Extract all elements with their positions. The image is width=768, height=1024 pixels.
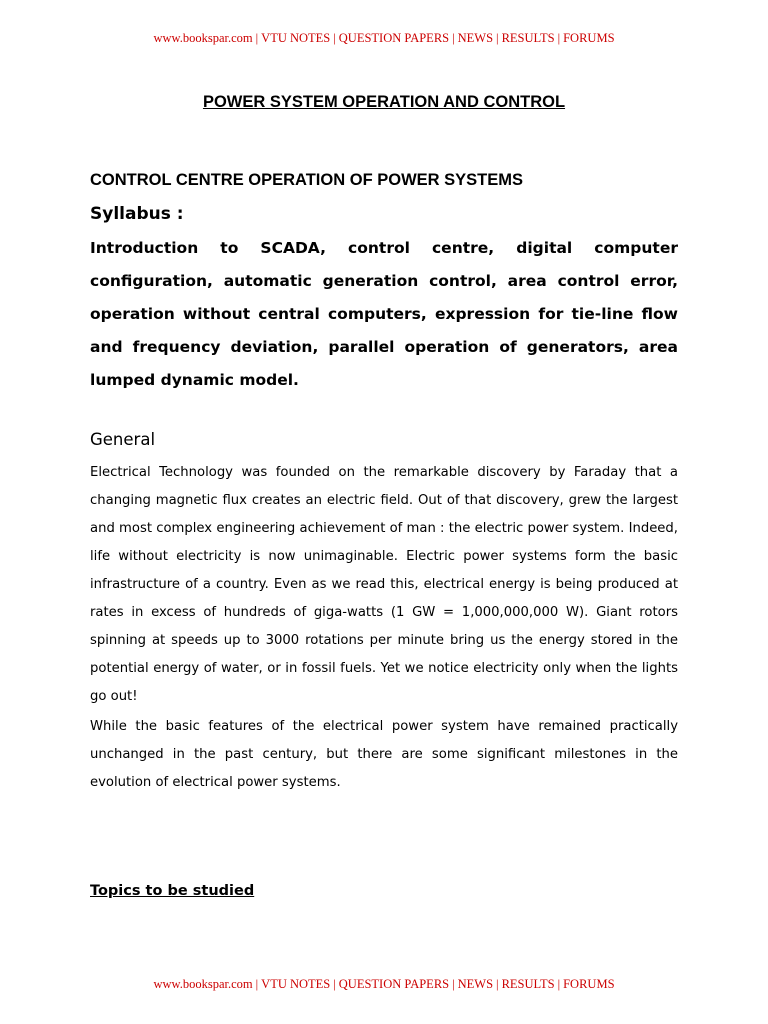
header-link-question-papers[interactable]: QUESTION PAPERS [338,31,450,45]
footer-link-bookspar[interactable]: www.bookspar.com [153,977,253,991]
separator: | [333,977,336,991]
separator: | [333,31,336,45]
topics-heading: Topics to be studied [90,883,255,899]
general-paragraph-2: While the basic features of the electrical power system have remained practically unchanged in the past century, but there are some significant milestones in the evolution of electrical power systems. [90,719,678,790]
separator: | [255,31,259,45]
syllabus-heading: Syllabus : [90,204,184,224]
general-heading: General [90,430,156,449]
footer-link-vtu-notes[interactable]: VTU NOTES [261,977,331,991]
chapter-title: CONTROL CENTRE OPERATION OF POWER SYSTEMS [90,171,523,189]
separator: | [452,977,455,991]
header-link-results[interactable]: RESULTS [501,31,555,45]
footer-link-question-papers[interactable]: QUESTION PAPERS [338,977,450,991]
document-title: POWER SYSTEM OPERATION AND CONTROL [202,93,566,111]
header-link-vtu-notes[interactable]: VTU NOTES [261,31,331,45]
general-paragraph-1: Electrical Technology was founded on the remarkable discovery by Faraday that a changing magnetic flux creates an electric field. Out of that discovery, grew the largest and most complex engineering achievement of man : the electric power system. Indeed, life without electricity is now unimaginable. Electric power systems form the basic infrastructure of a country. Even as we read this, electrical energy is being produced at rates in excess of hundreds of giga-watts (1 GW = 1,000,000,000 W). Giant rotors spinning at speeds up to 3000 rotations per minute bring us the energy stored in the potential energy of water, or in fossil fuels. Yet we notice electricity only when the lights go out! [90,465,678,704]
footer-nav [0,977,768,992]
separator: | [496,977,499,991]
separator: | [557,977,561,991]
separator: | [496,31,499,45]
separator: | [557,31,561,45]
separator: | [255,977,259,991]
header-link-bookspar[interactable]: www.bookspar.com [153,31,253,45]
separator: | [452,31,455,45]
footer-link-news[interactable]: NEWS [457,977,494,991]
header-nav [0,31,768,46]
header-link-news[interactable]: NEWS [457,31,494,45]
syllabus-text: Introduction to SCADA, control centre, digital computer configuration, automatic generation control, area control error, operation without central computers, expression for tie-line flow and frequency deviation, parallel operation of generators, area lumped dynamic model. [90,239,678,389]
footer-link-results[interactable]: RESULTS [501,977,555,991]
header-link-forums[interactable]: FORUMS [563,31,615,45]
footer-link-forums[interactable]: FORUMS [563,977,615,991]
